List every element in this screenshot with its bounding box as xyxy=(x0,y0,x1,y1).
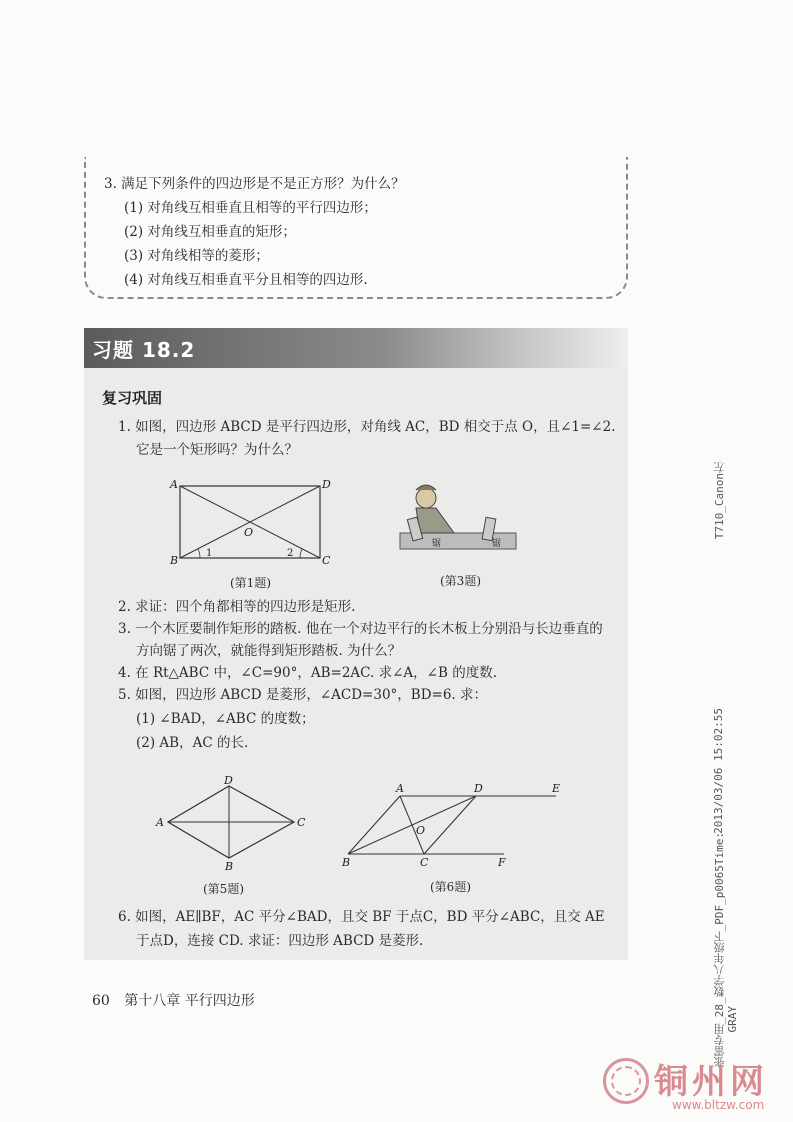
label-d: D xyxy=(322,478,331,491)
label-a: A xyxy=(156,816,164,829)
figure-6-caption: (第6题) xyxy=(430,880,471,894)
watermark-seal-icon xyxy=(603,1058,649,1104)
watermark-name: 铜州网 xyxy=(654,1062,768,1102)
angle-2-arc xyxy=(300,549,302,558)
question-3 xyxy=(104,172,405,292)
angle-1-arc xyxy=(198,549,200,558)
label-d: D xyxy=(474,782,483,795)
label-o: O xyxy=(416,824,426,837)
problem-3-line: 3. 一个木匠要制作矩形的踏板. 他在一个对边平行的长木板上分别沿与长边垂直的 xyxy=(118,621,603,637)
label-b: B xyxy=(225,860,234,873)
label-a: A xyxy=(396,782,404,795)
problem-1-line: 1. 如图，四边形 ABCD 是平行四边形，对角线 AC，BD 相交于点 O，且∠1=∠2. xyxy=(118,419,616,435)
section-heading: 复习巩固 xyxy=(102,389,163,407)
problem-2: 2. 求证：四个角都相等的四边形是矩形. xyxy=(118,599,356,615)
carpenter-hair xyxy=(416,485,436,490)
side-note-bottom: 张雷专用_28_数学八年级下_PDF_p0065Time: xyxy=(713,832,726,1068)
problem-4: 4. 在 Rt△ABC 中，∠C=90°，AB=2AC. 求∠A，∠B 的度数. xyxy=(118,665,497,681)
figure-1-rectangle xyxy=(168,478,338,570)
side-note-gray: GRAY xyxy=(726,1006,739,1033)
question-3-stem: 3. 满足下列条件的四边形是不是正方形？为什么？ xyxy=(104,176,405,192)
carpenter-body xyxy=(416,508,454,533)
saw-label: 锯 xyxy=(432,539,442,549)
saw-label: 锯 xyxy=(492,539,502,549)
problem-5-line: (2) AB，AC 的长. xyxy=(136,735,249,751)
problem-5-line: (1) ∠BAD，∠ABC 的度数； xyxy=(136,711,315,727)
question-3-item: (3) 对角线相等的菱形； xyxy=(124,248,269,264)
figure-6-diagram xyxy=(336,782,576,872)
question-3-item: (4) 对角线互相垂直平分且相等的四边形. xyxy=(124,272,368,288)
label-e: E xyxy=(552,782,561,795)
segment-cd xyxy=(424,796,476,854)
watermark-url: www.bltzw.com xyxy=(672,1098,765,1112)
problem-6-line: 6. 如图，AE∥BF，AC 平分∠BAD，且交 BF 于点C，BD 平分∠ABC，且交 AE xyxy=(118,909,605,925)
label-a: A xyxy=(170,478,178,491)
label-angle-1: 1 xyxy=(206,548,213,559)
figure-5-rhombus xyxy=(152,774,312,874)
figure-5-caption: (第5题) xyxy=(203,882,244,896)
label-o: O xyxy=(244,526,254,539)
label-c: C xyxy=(420,856,429,869)
label-d: D xyxy=(224,774,233,787)
segment-ab xyxy=(348,796,400,854)
problem-1-line: 它是一个矩形吗？为什么？ xyxy=(136,442,298,458)
question-3-item: (2) 对角线互相垂直的矩形； xyxy=(124,224,296,240)
question-3-item: (1) 对角线互相垂直且相等的平行四边形； xyxy=(124,200,377,216)
exercise-title: 习题 18.2 xyxy=(92,338,196,362)
figure-1-caption: (第1题) xyxy=(230,576,271,590)
segment-bd xyxy=(348,796,476,854)
page-footer xyxy=(92,990,255,1010)
figure-3-illustration xyxy=(396,478,526,570)
problem-3-line: 方向锯了两次，就能得到矩形踏板. 为什么？ xyxy=(136,643,402,659)
problem-5-line: 5. 如图，四边形 ABCD 是菱形，∠ACD=30°，BD=6. 求： xyxy=(118,687,488,703)
label-angle-2: 2 xyxy=(287,548,294,559)
side-note-middle: 2013/03/06 15:02:55 xyxy=(712,708,725,834)
label-b: B xyxy=(170,554,179,567)
chapter-title: 第十八章 平行四边形 xyxy=(124,993,255,1009)
carpenter-head xyxy=(416,488,436,508)
problem-6-line: 于点D，连接 CD. 求证：四边形 ABCD 是菱形. xyxy=(136,933,424,949)
page-number: 60 xyxy=(92,993,110,1009)
side-note-top: T710_Canon左 xyxy=(713,462,726,540)
label-b: B xyxy=(342,856,351,869)
label-c: C xyxy=(297,816,306,829)
label-c: C xyxy=(322,554,331,567)
label-f: F xyxy=(498,856,506,869)
figure-3-caption: (第3题) xyxy=(440,574,481,588)
